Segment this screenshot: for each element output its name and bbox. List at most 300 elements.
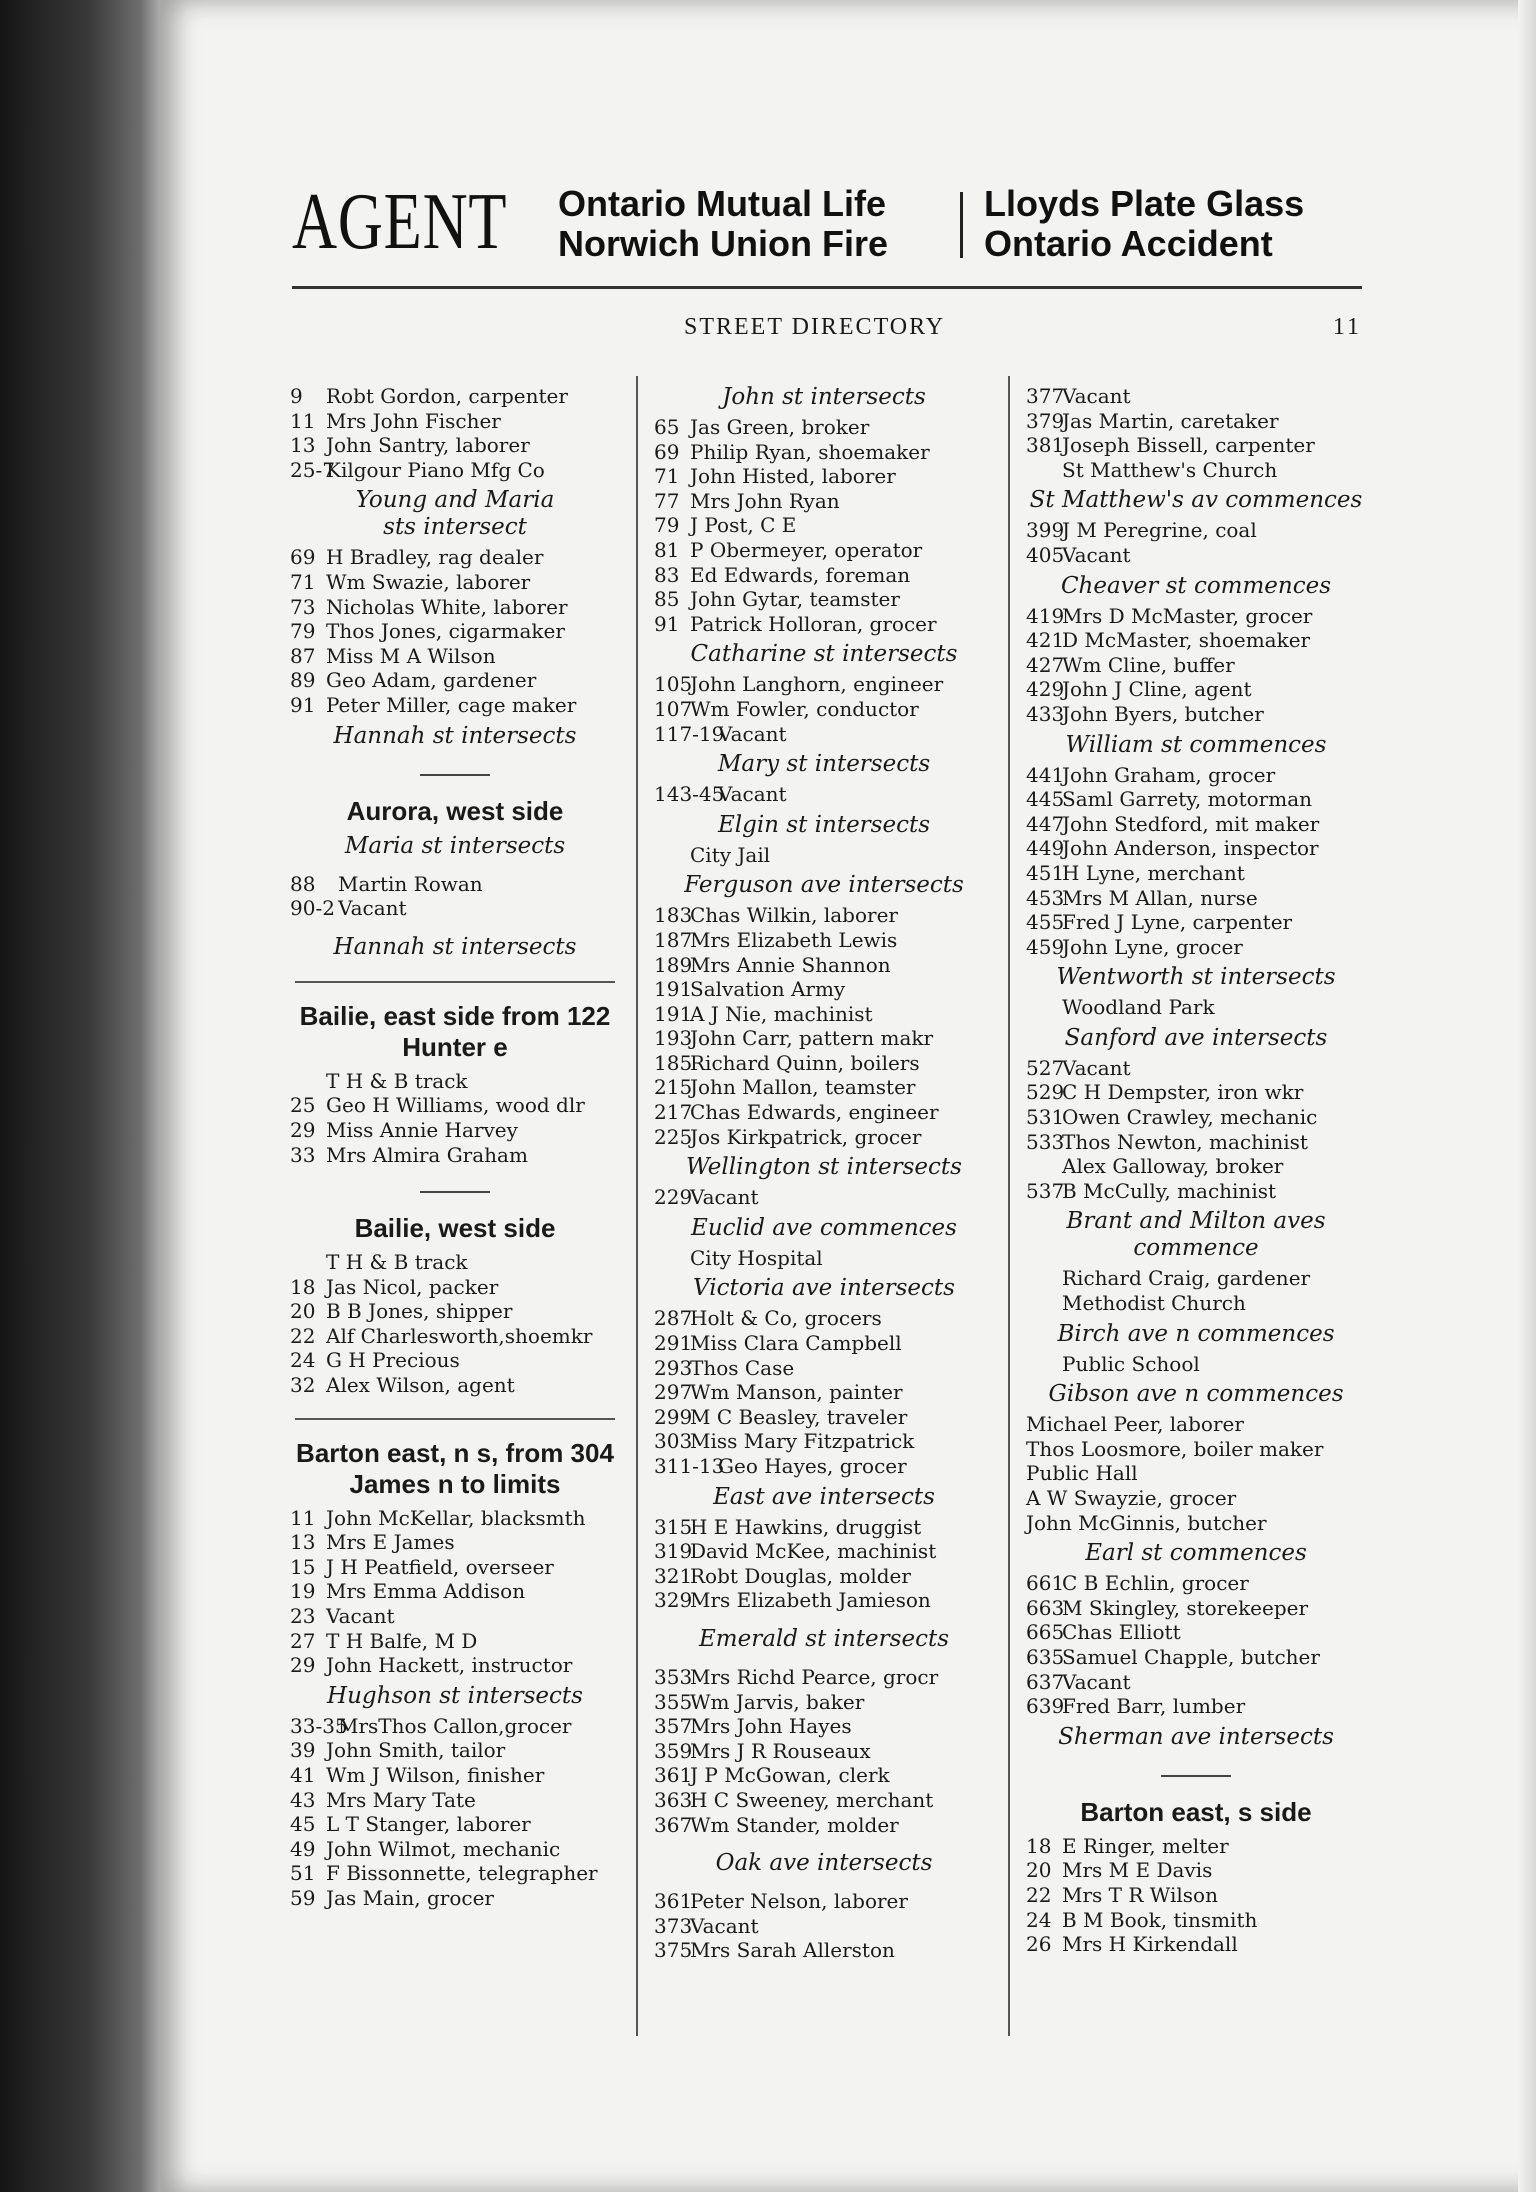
cross-street-heading: Sanford ave intersects [1064,1024,1328,1051]
directory-entry [290,1506,620,1531]
column-divider [636,376,638,2036]
house-number: 531 [1026,1105,1065,1130]
resident: H Bradley, rag dealer [326,545,544,570]
brace-divider [960,192,975,258]
directory-entry [654,1429,994,1454]
directory-entry [290,1579,620,1604]
resident: MrsThos Callon,grocer [338,1713,572,1738]
directory-entry [290,896,620,921]
resident: F Bissonnette, telegrapher [326,1861,598,1886]
directory-entry [654,1100,994,1125]
house-number: 33 [290,1142,316,1167]
resident: Philip Ryan, shoemaker [690,439,930,464]
resident: Wm Stander, molder [690,1812,899,1837]
directory-entry [1026,1596,1366,1621]
house-number: 69 [290,545,316,570]
house-number: 453 [1026,885,1065,910]
directory-entry [290,409,620,434]
house-number: 363 [654,1787,693,1812]
house-number: 43 [290,1787,316,1812]
resident: Mrs John Fischer [326,408,501,433]
house-number: 357 [654,1714,693,1739]
directory-entry [290,1348,620,1373]
directory-entry [654,587,994,612]
directory-entry [1026,1130,1366,1155]
directory-entry [654,1515,994,1540]
directory-entry [654,1714,994,1739]
cross-street-heading: Gibson ave n commences [1048,1381,1344,1408]
resident: Thos Jones, cigarmaker [326,619,565,644]
directory-entry [1026,604,1366,629]
directory-entry [290,1837,620,1862]
agent-advertisement [292,180,1362,270]
resident: Wm Jarvis, baker [690,1689,865,1714]
house-number: 451 [1026,860,1065,885]
directory-entry [654,1739,994,1764]
house-number: 143-45 [654,782,725,807]
resident: Wm Swazie, laborer [326,569,531,594]
house-number: 20 [290,1299,316,1324]
house-number: 367 [654,1812,693,1837]
house-number: 529 [1026,1080,1065,1105]
directory-entry [654,1588,994,1613]
house-number: 421 [1026,628,1065,653]
resident: Mrs Elizabeth Jamieson [690,1588,931,1613]
house-number: 71 [654,464,680,489]
house-number: 65 [654,415,680,439]
house-number: 427 [1026,652,1065,677]
resident: Peter Nelson, laborer [690,1889,908,1914]
directory-entry [1026,702,1366,727]
house-number: 9 [290,384,303,408]
house-number: 217 [654,1100,693,1125]
directory-entry [654,903,994,928]
resident: John Anderson, inspector [1062,836,1319,861]
house-number: 59 [290,1885,316,1910]
house-number: 69 [654,439,680,464]
resident: Jos Kirkpatrick, grocer [690,1124,922,1149]
resident: M Skingley, storekeeper [1062,1595,1309,1620]
house-number: 91 [654,611,680,636]
resident: Mrs D McMaster, grocer [1062,603,1313,628]
resident: J P McGowan, clerk [690,1763,890,1788]
directory-entry [290,1373,620,1398]
house-number: 45 [290,1812,316,1837]
resident: Peter Miller, cage maker [326,692,577,717]
directory-column-2 [654,384,994,1963]
book-binding [0,0,165,2192]
house-number: 13 [290,433,316,458]
resident: Miss M A Wilson [326,643,496,668]
house-number: 293 [654,1355,693,1380]
resident: Vacant [718,782,787,807]
house-number: 18 [1026,1833,1052,1858]
resident: C B Echlin, grocer [1062,1571,1249,1596]
directory-entry [290,644,620,669]
house-number: 321 [654,1563,693,1588]
resident: Mrs Richd Pearce, grocr [690,1664,939,1689]
directory-entry [654,440,994,465]
directory-entry [1026,1670,1366,1695]
resident: Vacant [338,896,407,921]
resident: Thos Case [690,1355,795,1380]
house-number: 665 [1026,1620,1065,1645]
resident: Mrs Annie Shannon [690,952,891,977]
cross-street-heading: Hannah st intersects [333,933,577,960]
directory-entry [654,1026,994,1051]
resident: John Gytar, teamster [690,587,900,612]
landmark: City Jail [690,842,771,867]
house-number: 189 [654,952,693,977]
cross-street-heading: Hughson st intersects [327,1682,583,1709]
house-number: 11 [290,408,316,433]
landmark: City Hospital [690,1245,823,1270]
resident: Vacant [1062,384,1131,408]
company-name: Ontario Mutual Life [558,183,886,224]
resident: Chas Elliott [1062,1620,1181,1645]
house-number: 20 [1026,1858,1052,1883]
directory-entry [290,1275,620,1300]
directory-entry [1026,518,1366,543]
directory-entry [654,415,994,440]
street-heading: Aurora, west side [346,795,564,826]
resident: C H Dempster, iron wkr [1062,1080,1304,1105]
directory-entry [654,722,994,747]
resident: Vacant [1062,1055,1131,1080]
landmark: St Matthew's Church [1062,457,1278,482]
directory-entry [654,464,994,489]
resident: Alex Wilson, agent [326,1373,515,1398]
house-number: 399 [1026,518,1065,543]
resident: G H Precious [326,1348,460,1373]
cross-street-heading: Sherman ave intersects [1058,1723,1334,1750]
house-number: 637 [1026,1669,1065,1694]
resident: Martin Rowan [338,871,483,896]
resident-no-number: John McGinnis, butcher [1026,1510,1267,1535]
agent-companies-left [558,184,888,264]
house-number: 41 [290,1763,316,1787]
resident: J H Peatfield, overseer [326,1554,554,1579]
resident: H E Hawkins, druggist [690,1514,922,1539]
resident: Vacant [1062,1669,1131,1694]
directory-entry [654,697,994,722]
section-rule [1161,1775,1231,1777]
resident: P Obermeyer, operator [690,537,923,562]
directory-entry [290,1604,620,1629]
resident: Samuel Chapple, butcher [1062,1644,1320,1669]
directory-entry [654,1405,994,1430]
house-number: 83 [654,562,680,587]
directory-entry [1026,1571,1366,1596]
company-name: Ontario Accident [984,223,1273,264]
directory-entry [1026,384,1366,409]
house-number: 229 [654,1185,693,1210]
street-heading: Barton east, s side [1080,1796,1312,1827]
directory-entry [1026,409,1366,434]
running-head [292,314,1362,344]
house-number: 23 [290,1604,316,1629]
directory-entry [654,1665,994,1690]
house-number: 319 [654,1539,693,1564]
running-title: STREET DIRECTORY [684,314,946,340]
cross-street-heading: Maria st intersects [344,832,566,859]
house-number: 117-19 [654,721,725,746]
resident: John Santry, laborer [326,433,530,458]
directory-entry [654,538,994,563]
resident: E Ringer, melter [1062,1833,1229,1858]
resident: John J Cline, agent [1062,677,1252,702]
resident: B M Book, tinsmith [1062,1907,1258,1932]
directory-entry [290,1653,620,1678]
directory-entry [654,1539,994,1564]
house-number: 185 [654,1050,693,1075]
directory-entry [654,1380,994,1405]
house-number: 663 [1026,1595,1065,1620]
directory-entry [654,1914,994,1939]
house-number: 79 [290,619,316,644]
resident: Robt Gordon, carpenter [326,384,568,408]
directory-entry [654,672,994,697]
resident: Robt Douglas, molder [690,1563,911,1588]
house-number: 225 [654,1124,693,1149]
house-number: 303 [654,1429,693,1454]
resident: Wm J Wilson, finisher [326,1763,545,1787]
directory-entry [290,433,620,458]
cross-street-heading: St Matthew's av commences [1029,487,1363,514]
directory-entry [654,1075,994,1100]
house-number: 355 [654,1689,693,1714]
directory-entry [290,1629,620,1654]
resident: Vacant [718,721,787,746]
directory-entry [654,1763,994,1788]
resident: Thos Newton, machinist [1062,1129,1308,1154]
resident: Kilgour Piano Mfg Co [326,457,545,482]
directory-entry [654,1788,994,1813]
resident: John Mallon, teamster [690,1075,916,1100]
house-number: 375 [654,1938,693,1963]
directory-entry [290,1143,620,1168]
resident: Fred J Lyne, carpenter [1062,910,1293,935]
directory-entry [290,570,620,595]
resident: Geo Adam, gardener [326,668,537,693]
directory-entry [290,1788,620,1813]
house-number: 661 [1026,1571,1065,1596]
house-number: 527 [1026,1055,1065,1080]
directory-entry [290,693,620,718]
landmark: Public School [1062,1351,1200,1376]
house-number: 187 [654,927,693,952]
cross-street-heading: Emerald st intersects [698,1625,950,1652]
resident: Miss Clara Campbell [690,1331,902,1356]
directory-entry [654,489,994,514]
directory-entry [290,1812,620,1837]
cross-street-heading: Oak ave intersects [715,1850,933,1877]
resident: Vacant [690,1913,759,1938]
house-number: 77 [654,488,680,513]
directory-column-1 [290,384,620,1911]
resident: B B Jones, shipper [326,1299,513,1324]
house-number: 635 [1026,1644,1065,1669]
cross-street-heading: Ferguson ave intersects [684,872,964,899]
directory-entry [1026,1834,1366,1859]
page-number: 11 [1332,314,1362,340]
house-number: 315 [654,1514,693,1539]
landmark: T H & B track [326,1068,468,1093]
directory-entry [654,1306,994,1331]
house-number: 447 [1026,811,1065,836]
house-number: 353 [654,1664,693,1689]
house-number: 373 [654,1913,693,1938]
house-number: 33-35 [290,1713,348,1738]
street-heading: Bailie, east side from 122 Hunter e [299,1000,611,1062]
cross-street-heading: East ave intersects [713,1483,935,1510]
resident: John Stedford, mit maker [1062,811,1320,836]
directory-entry [290,458,620,483]
resident: Mrs Elizabeth Lewis [690,927,898,952]
cross-street-heading: Cheaver st commences [1060,572,1332,599]
directory-entry [654,953,994,978]
directory-entry [1026,1694,1366,1719]
resident: John Langhorn, engineer [690,672,944,697]
resident: J Post, C E [690,513,797,538]
resident: John Graham, grocer [1062,762,1276,787]
house-number: 379 [1026,408,1065,433]
directory-entry [654,1690,994,1715]
resident: Miss Annie Harvey [326,1117,518,1142]
resident-no-number: A W Swayzie, grocer [1026,1486,1237,1510]
house-number: 359 [654,1738,693,1763]
house-number: 183 [654,903,693,928]
cross-street-heading: Earl st commences [1085,1540,1307,1567]
cross-street-heading: Wellington st intersects [686,1154,962,1181]
resident: B McCully, machinist [1062,1178,1277,1203]
cross-street-heading: Victoria ave intersects [693,1275,955,1302]
directory-entry [1026,935,1366,960]
house-number: 429 [1026,677,1065,702]
resident: Owen Crawley, mechanic [1062,1105,1318,1130]
directory-entry [1026,1080,1366,1105]
house-number: 18 [290,1274,316,1299]
resident: David McKee, machinist [690,1539,937,1564]
resident: Jas Main, grocer [326,1885,494,1910]
directory-entry [1026,1620,1366,1645]
directory-entry [654,1002,994,1027]
directory-column-3 [1026,384,1366,1957]
directory-entry [1026,836,1366,861]
section-rule [295,1418,615,1420]
directory-entry [654,1356,994,1381]
resident: Chas Edwards, engineer [690,1100,939,1125]
resident: Richard Quinn, boilers [690,1050,920,1075]
section-rule [295,981,615,983]
directory-entry [1026,433,1366,458]
directory-entry [290,1738,620,1763]
resident: M C Beasley, traveler [690,1404,908,1429]
house-number: 22 [1026,1882,1052,1907]
house-number: 107 [654,696,693,721]
directory-entry [654,1185,994,1210]
house-number: 287 [654,1306,693,1331]
house-number: 87 [290,643,316,668]
resident: Ed Edwards, foreman [690,562,911,587]
directory-entry [290,1530,620,1555]
landmark: Methodist Church [1062,1291,1246,1316]
resident: Alf Charlesworth,shoemkr [326,1323,593,1348]
house-number: 291 [654,1331,693,1356]
directory-entry [1026,1858,1366,1883]
house-number: 25-7 [290,457,335,482]
resident: Wm Manson, painter [690,1380,903,1405]
directory-entry [1026,861,1366,886]
resident: Mrs J R Rouseaux [690,1738,871,1763]
house-number: 73 [290,594,316,619]
company-name: Norwich Union Fire [558,223,889,264]
house-number: 361 [654,1763,693,1788]
directory-entry [654,1051,994,1076]
house-number: 29 [290,1117,316,1142]
directory-entry [654,1889,994,1914]
directory-entry [290,595,620,620]
directory-entry [654,1938,994,1963]
house-number: 19 [290,1579,316,1604]
directory-entry [290,1555,620,1580]
resident: Fred Barr, lumber [1062,1694,1246,1719]
resident: H Lyne, merchant [1062,860,1245,885]
section-rule [420,1191,490,1193]
resident: John Lyne, grocer [1062,934,1243,959]
resident: John Wilmot, mechanic [326,1836,561,1861]
house-number: 89 [290,668,316,693]
resident: Mrs H Kirkendall [1062,1932,1238,1957]
agent-companies-right [984,184,1304,264]
directory-entry [1026,763,1366,788]
house-number: 24 [290,1348,316,1373]
resident: D McMaster, shoemaker [1062,628,1311,653]
resident: Nicholas White, laborer [326,594,568,619]
house-number: 381 [1026,433,1065,458]
header-rule [292,286,1362,289]
resident: Mrs Emma Addison [326,1579,526,1604]
resident: Vacant [1062,542,1131,567]
directory-entry [1026,653,1366,678]
resident: Miss Mary Fitzpatrick [690,1429,915,1454]
house-number: 49 [290,1836,316,1861]
directory-entry [1026,1645,1366,1670]
cross-street-heading: Brant and Milton aves commence [1066,1208,1326,1262]
house-number: 79 [654,513,680,538]
resident: Mrs Sarah Allerston [690,1938,895,1963]
house-number: 27 [290,1628,316,1653]
directory-entry [1026,787,1366,812]
house-number: 191 [654,977,693,1002]
landmark: Public Hall [1026,1461,1138,1486]
cross-street-heading: Elgin st intersects [717,811,931,838]
directory-entry [1026,1105,1366,1130]
directory-entry [1026,1056,1366,1081]
directory-entry [1026,1932,1366,1957]
house-number: 459 [1026,934,1065,959]
house-number: 11 [290,1505,316,1530]
directory-entry [654,612,994,637]
directory-entry [1026,1883,1366,1908]
resident: Holt & Co, grocers [690,1306,882,1331]
resident: Joseph Bissell, carpenter [1062,433,1315,458]
resident: John Byers, butcher [1062,701,1264,726]
resident: Mrs E James [326,1530,455,1555]
directory-entry [1026,677,1366,702]
directory-entry [290,1324,620,1349]
directory-entry [290,872,620,897]
